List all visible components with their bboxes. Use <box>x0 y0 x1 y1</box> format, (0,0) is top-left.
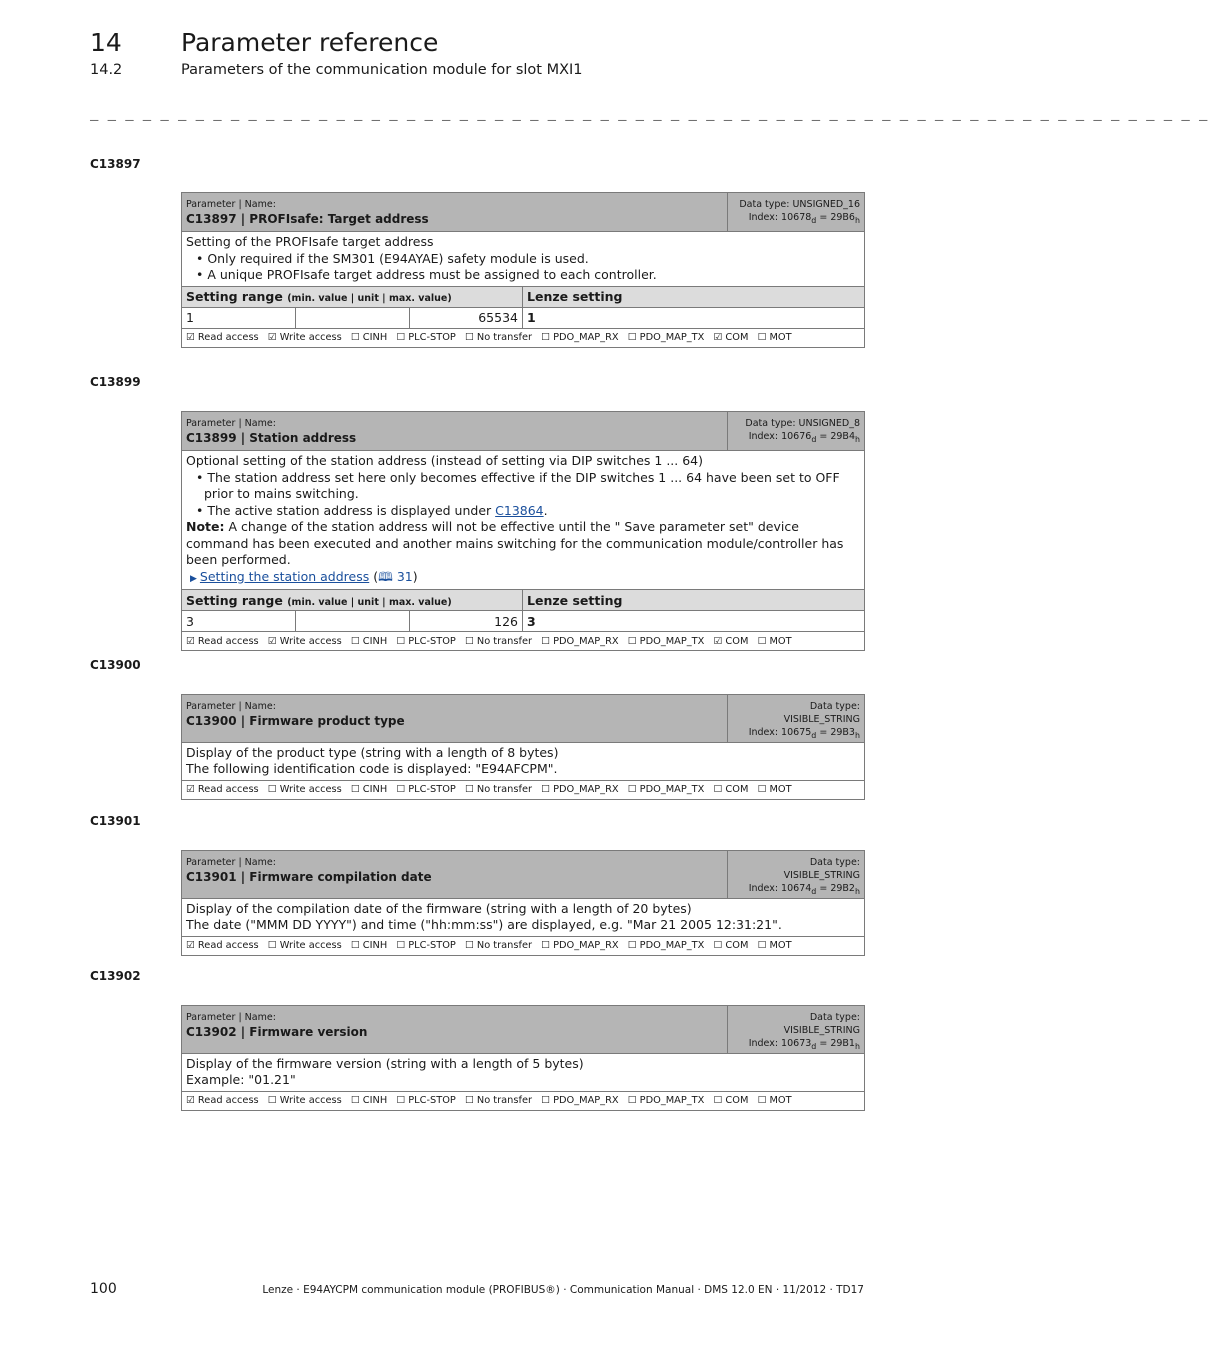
flag-write-access: ☐ Write access <box>267 1095 342 1107</box>
param-datatype-cell <box>728 193 865 232</box>
flag-cinh: ☐ CINH <box>350 635 388 647</box>
setting-range-header: Setting range (min. value | unit | max. value) <box>182 286 523 307</box>
param-description <box>182 898 865 936</box>
page-ref-link[interactable]: 🕮 31 <box>378 568 413 584</box>
triangle-right-icon: ▶ <box>190 573 197 584</box>
max-value: 126 <box>410 611 523 632</box>
description-bullet: • A unique PROFIsafe target address must be assigned to each controller. <box>196 267 657 282</box>
flag-cinh: ☐ CINH <box>350 940 388 952</box>
description-text: The date ("MMM DD YYYY") and time ("hh:mm:ss") are displayed, e.g. "Mar 21 2005 12:31:21". <box>186 917 782 933</box>
book-icon: 🕮 <box>378 568 393 584</box>
description-text: Setting of the PROFIsafe target address <box>186 234 434 249</box>
flag-no-transfer: ☐ No transfer <box>464 635 533 647</box>
param-index: Index: $10674_d = 29B2_h$ <box>748 883 860 896</box>
description-text: Example: "01.21" <box>186 1072 296 1088</box>
param-datatype-cell <box>728 412 865 451</box>
description-bullet: • The station address set here only becomes effective if the DIP switches 1 ... 64 have been set to OFF prior to mains switching. <box>196 469 840 501</box>
description-text: The following identification code is displayed: "E94AFCPM". <box>186 761 558 777</box>
footer-text: Lenze · E94AYCPM communication module (PROFIBUS®) · Communication Manual · DMS 12.0 EN · 11/2012 · TD17 <box>262 1284 864 1296</box>
setting-range-header: Setting range (min. value | unit | max. value) <box>182 590 523 611</box>
chapter-number: 14 <box>90 28 122 57</box>
flag-read-access: ☑ Read access <box>186 1095 259 1107</box>
data-type: Data type: UNSIGNED_8 <box>745 418 861 429</box>
flag-com: ☐ COM <box>713 940 749 952</box>
data-type: Data type: VISIBLE_STRING <box>783 701 860 725</box>
flag-no-transfer: ☐ No transfer <box>464 940 533 952</box>
flag-pdo-map-rx: ☐ PDO_MAP_RX <box>541 332 619 343</box>
data-type: Data type: VISIBLE_STRING <box>783 857 860 881</box>
param-table <box>181 694 865 800</box>
param-name-caption: Parameter | Name: <box>186 701 276 712</box>
lenze-setting-value: 3 <box>523 611 865 632</box>
param-code-label: C13900 <box>90 658 141 672</box>
description-note: Note: A change of the station address will not be effective until the " Save parameter set" device command has been executed and another mains switching for the communication module/controller has been performed. <box>186 519 844 567</box>
access-flags <box>182 1091 865 1110</box>
param-name-caption: Parameter | Name: <box>186 199 276 210</box>
param-title: C13897 | PROFIsafe: Target address <box>186 212 429 226</box>
param-index: Index: $10678_d = 29B6_h$ <box>748 212 860 225</box>
access-flags <box>182 328 865 347</box>
param-datatype-cell <box>728 1006 865 1054</box>
flag-pdo-map-tx: ☐ PDO_MAP_TX <box>627 940 705 952</box>
flag-pdo-map-rx: ☐ PDO_MAP_RX <box>541 784 619 796</box>
lenze-setting-header: Lenze setting <box>523 590 865 611</box>
param-code-label: C13901 <box>90 814 141 828</box>
flag-cinh: ☐ CINH <box>350 1095 388 1107</box>
section-title: Parameters of the communication module for slot MXI1 <box>181 62 583 78</box>
param-code-label: C13899 <box>90 375 141 389</box>
section-number: 14.2 <box>90 62 123 78</box>
flag-write-access: ☑ Write access <box>267 332 342 343</box>
data-type: Data type: VISIBLE_STRING <box>783 1012 860 1036</box>
min-value: 1 <box>182 307 296 328</box>
flag-plc-stop: ☐ PLC-STOP <box>396 784 456 796</box>
flag-com: ☑ COM <box>713 332 749 343</box>
flag-pdo-map-tx: ☐ PDO_MAP_TX <box>627 1095 705 1107</box>
param-index: Index: $10675_d = 29B3_h$ <box>748 727 860 740</box>
param-title: C13899 | Station address <box>186 431 357 445</box>
param-description <box>182 742 865 780</box>
unit-value <box>296 307 410 328</box>
chapter-title: Parameter reference <box>181 28 439 57</box>
page-number: 100 <box>90 1281 117 1297</box>
param-name-caption: Parameter | Name: <box>186 418 276 429</box>
flag-pdo-map-tx: ☐ PDO_MAP_TX <box>627 784 705 796</box>
param-table <box>181 1005 865 1111</box>
flag-no-transfer: ☐ No transfer <box>464 784 533 796</box>
setting-station-address-link[interactable]: Setting the station address <box>199 568 370 584</box>
access-flags <box>182 936 865 955</box>
flag-write-access: ☐ Write access <box>267 940 342 952</box>
param-table <box>181 411 865 651</box>
param-title: C13900 | Firmware product type <box>186 714 405 728</box>
flag-mot: ☐ MOT <box>757 635 792 647</box>
param-code-label: C13897 <box>90 157 141 171</box>
param-description <box>182 232 865 287</box>
c13864-link[interactable]: C13864 <box>495 502 544 518</box>
param-header <box>182 1006 728 1054</box>
flag-pdo-map-rx: ☐ PDO_MAP_RX <box>541 635 619 647</box>
description-bullet: • The active station address is displayed under C13864. <box>196 502 548 518</box>
flag-pdo-map-rx: ☐ PDO_MAP_RX <box>541 940 619 952</box>
param-description <box>182 1053 865 1091</box>
flag-read-access: ☑ Read access <box>186 940 259 952</box>
param-index: Index: $10676_d = 29B4_h$ <box>748 431 861 444</box>
description-text: Display of the compilation date of the firmware (string with a length of 20 bytes) <box>186 900 692 916</box>
min-value: 3 <box>182 611 296 632</box>
flag-read-access: ☑ Read access <box>186 784 259 796</box>
flag-com: ☐ COM <box>713 1095 749 1107</box>
flag-cinh: ☐ CINH <box>350 784 388 796</box>
param-header <box>182 412 728 451</box>
flag-read-access: ☑ Read access <box>186 332 259 343</box>
description-text: Display of the firmware version (string with a length of 5 bytes) <box>186 1055 584 1071</box>
flag-mot: ☐ MOT <box>757 1095 792 1107</box>
param-datatype-cell <box>728 695 865 743</box>
data-type: Data type: UNSIGNED_16 <box>739 199 860 210</box>
description-text: Display of the product type (string with a length of 8 bytes) <box>186 744 559 760</box>
param-index: Index: $10673_d = 29B1_h$ <box>748 1038 860 1051</box>
param-name-caption: Parameter | Name: <box>186 857 276 868</box>
param-header <box>182 695 728 743</box>
flag-mot: ☐ MOT <box>757 784 792 796</box>
access-flags <box>182 780 865 799</box>
flag-write-access: ☐ Write access <box>267 784 342 796</box>
param-title: C13902 | Firmware version <box>186 1025 368 1039</box>
lenze-setting-header: Lenze setting <box>523 286 865 307</box>
flag-pdo-map-rx: ☐ PDO_MAP_RX <box>541 1095 619 1107</box>
flag-mot: ☐ MOT <box>757 940 792 952</box>
flag-read-access: ☑ Read access <box>186 635 259 647</box>
flag-no-transfer: ☐ No transfer <box>464 1095 533 1107</box>
flag-plc-stop: ☐ PLC-STOP <box>396 332 456 343</box>
access-flags <box>182 632 865 651</box>
param-table <box>181 192 865 348</box>
flag-com: ☑ COM <box>713 635 749 647</box>
flag-cinh: ☐ CINH <box>350 332 388 343</box>
lenze-setting-value: 1 <box>523 307 865 328</box>
flag-pdo-map-tx: ☐ PDO_MAP_TX <box>627 635 705 647</box>
param-datatype-cell <box>728 851 865 899</box>
cross-reference: ▶ Setting the station address (🕮 31) <box>190 568 418 584</box>
unit-value <box>296 611 410 632</box>
flag-com: ☐ COM <box>713 784 749 796</box>
flag-no-transfer: ☐ No transfer <box>464 332 533 343</box>
flag-pdo-map-tx: ☐ PDO_MAP_TX <box>627 332 705 343</box>
max-value: 65534 <box>410 307 523 328</box>
param-code-label: C13902 <box>90 969 141 983</box>
flag-plc-stop: ☐ PLC-STOP <box>396 940 456 952</box>
description-text: Optional setting of the station address (instead of setting via DIP switches 1 ... 64) <box>186 453 703 468</box>
flag-write-access: ☑ Write access <box>267 635 342 647</box>
param-header <box>182 851 728 899</box>
header-separator: _ _ _ _ _ _ _ _ _ _ _ _ _ _ _ _ _ _ _ _ _ _ _ _ _ _ _ _ _ _ _ _ _ _ _ _ _ _ _ _ _ _ _ _ _ _ _ _ _ _ _ _ _ _ _ _ _ _ _ _ _ _ _ _ <box>90 108 1208 124</box>
param-table <box>181 850 865 956</box>
flag-plc-stop: ☐ PLC-STOP <box>396 1095 456 1107</box>
param-title: C13901 | Firmware compilation date <box>186 870 432 884</box>
flag-plc-stop: ☐ PLC-STOP <box>396 635 456 647</box>
param-description <box>182 451 865 590</box>
flag-mot: ☐ MOT <box>757 332 792 343</box>
param-name-caption: Parameter | Name: <box>186 1012 276 1023</box>
description-bullet: • Only required if the SM301 (E94AYAE) safety module is used. <box>196 250 589 266</box>
param-header <box>182 193 728 232</box>
